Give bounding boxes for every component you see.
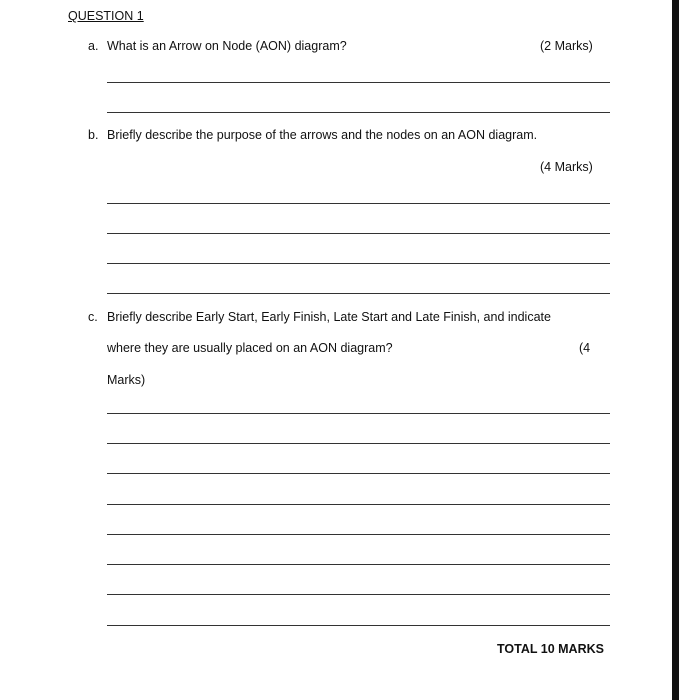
question-b-marks: (4 Marks) <box>540 160 593 174</box>
question-c-letter: c. <box>88 310 98 324</box>
answer-line <box>107 233 610 234</box>
question-a-letter: a. <box>88 39 99 53</box>
answer-line <box>107 263 610 264</box>
answer-line <box>107 443 610 444</box>
answer-line <box>107 594 610 595</box>
answer-line <box>107 473 610 474</box>
answer-line <box>107 413 610 414</box>
answer-line <box>107 625 610 626</box>
question-c-marks: (4 <box>579 341 591 355</box>
answer-line <box>107 534 610 535</box>
question-a-text: What is an Arrow on Node (AON) diagram? <box>107 39 347 53</box>
answer-line <box>107 203 610 204</box>
answer-line <box>107 82 610 83</box>
answer-line <box>107 564 610 565</box>
question-a-marks: (2 Marks) <box>540 39 593 53</box>
question-b-letter: b. <box>88 128 99 142</box>
question-b-text: Briefly describe the purpose of the arrows and the nodes on an AON diagram. <box>107 128 538 142</box>
page-edge <box>672 0 679 700</box>
answer-line <box>107 504 610 505</box>
answer-line <box>107 112 610 113</box>
question-heading: QUESTION 1 <box>68 9 144 23</box>
question-c-text-line1: Briefly describe Early Start, Early Finish, Late Start and Late Finish, and indicate <box>107 310 551 324</box>
total-marks: TOTAL 10 MARKS <box>497 642 604 656</box>
answer-line <box>107 293 610 294</box>
question-c-text-line2: where they are usually placed on an AON diagram? <box>107 341 393 355</box>
question-c-marks-cont: Marks) <box>107 373 146 387</box>
